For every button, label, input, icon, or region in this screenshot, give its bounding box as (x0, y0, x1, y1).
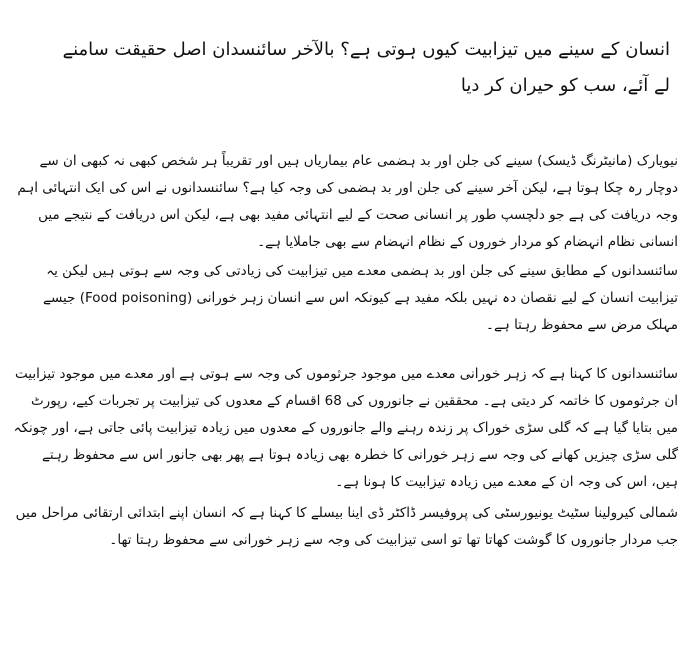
article-paragraph: سائنسدانوں کے مطابق سینے کی جلن اور بد ہضمی معدے میں تیزابیت کی زیادتی کی وجہ سے ہوتی ہیں لیکن یہ تیزابیت انسان کے لیے نقصان دہ نہیں بلکہ مفید ہے کیونکہ اس سے انسان زہر خورانی (Food poisoning) جیسے مہلک مرض سے محفوظ رہتا ہے۔ (43, 263, 678, 333)
article (12, 6, 678, 640)
article-paragraph: شمالی کیرولینا سٹیٹ یونیورسٹی کی پروفیسر ڈاکٹر ڈی اینا بیسلے کا کہنا ہے کہ انسان اپنے ابتدائی ارتقائی مراحل میں جب مردار جانوروں کا گوشت کھاتا تھا تو اسی تیزابیت کی وجہ سے زہر خورانی سے محفوظ رہتا تھا۔ (15, 505, 678, 548)
article-headline: انسان کے سینے میں تیزابیت کیوں ہوتی ہے؟ بالآخر سائنسدان اصل حقیقت سامنے لے آئے، سب کو حیران کر دیا (62, 39, 670, 96)
article-paragraph: سائنسدانوں کا کہنا ہے کہ زہر خورانی معدے میں موجود جرثوموں کی وجہ سے ہوتی ہے اور معدے میں موجود تیزابیت ان جرثوموں کا خاتمہ کر دیتی ہے۔ محققین نے جانوروں کی 68 اقسام کے معدوں کی تیزابیت پر تجربات کیے، رپورٹ میں بتایا گیا ہے کہ گلی سڑی خوراک پر زندہ رہنے والے جانوروں کے معدوں میں زیادہ تیزابیت پائی جاتی ہے، اور چونکہ گلی سڑی چیزیں کھانے کی وجہ سے زہر خورانی کا خطرہ بھی زیادہ ہوتا ہے پھر بھی جانور اس سے محفوظ رہتے ہیں، اس کی وجہ ان کے معدے میں زیادہ تیزابیت کا ہونا ہے۔ (13, 366, 678, 490)
article-paragraph: نیویارک (مانیٹرنگ ڈیسک) سینے کی جلن اور بد ہضمی عام بیماریاں ہیں اور تقریباً ہر شخص کبھی نہ کبھی ان سے دوچار رہ چکا ہوتا ہے، لیکن آخر سینے کی جلن اور بد ہضمی کی وجہ کیا ہے؟ سائنسدانوں نے اس کی ایک انتہائی اہم وجہ دریافت کی ہے جو دلچسپ طور پر انسانی صحت کے لیے انتہائی مفید بھی ہے، لیکن اس دریافت کے نتیجے میں انسانی نظام انہضام کو مردار خوروں کے نظام انہضام سے بھی جاملایا ہے۔ (17, 153, 678, 250)
